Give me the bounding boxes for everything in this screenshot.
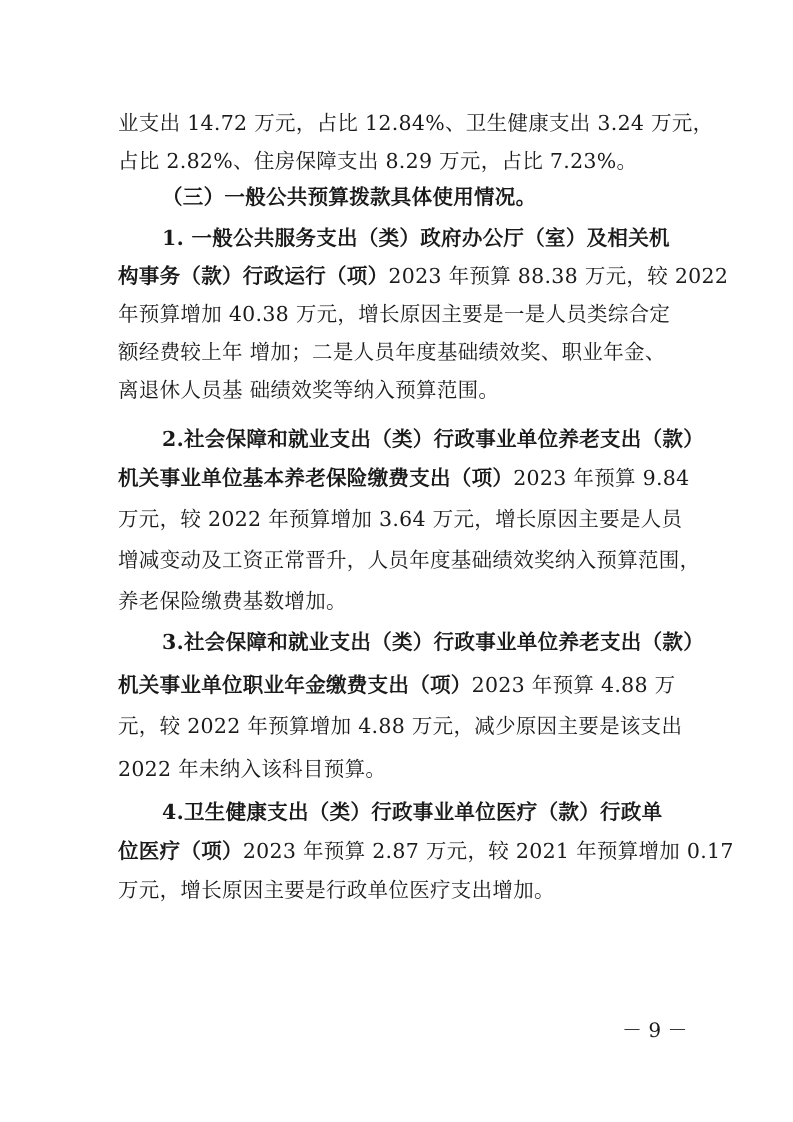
item-heading-bold: 位医疗（项）	[118, 839, 243, 863]
item-heading-bold: 机关事业单位职业年金缴费支出（项）	[118, 673, 472, 697]
item-heading-rest: 2023 年预算 88.38 万元，较 2022	[388, 264, 729, 288]
item-heading-rest: 2023 年预算 9.84	[513, 466, 690, 490]
item-heading-rest: 2023 年预算 2.87 万元，较 2021 年预算增加 0.17	[242, 839, 734, 863]
item-heading-bold: 构事务（款）行政运行（项）	[118, 264, 389, 288]
paragraph-line: 2022 年未纳入该科目预算。	[118, 757, 387, 781]
item-heading-line	[118, 837, 734, 865]
paragraph-line: 额经费较上年 增加；二是人员年度基础绩效奖、职业年金、	[118, 340, 666, 364]
item-heading-line	[118, 464, 689, 492]
paragraph-line: 业支出 14.72 万元，占比 12.84%、卫生健康支出 3.24 万元，	[118, 111, 714, 135]
item-heading-line	[118, 262, 728, 290]
paragraph-line: 年预算增加 40.38 万元，增长原因主要是一是人员类综合定	[118, 302, 671, 326]
paragraph-line: 离退休人员基 础绩效奖等纳入预算范围。	[118, 378, 500, 402]
item-heading: 4.卫生健康支出（类）行政事业单位医疗（款）行政单	[162, 800, 663, 824]
paragraph-line: 万元，增长原因主要是行政单位医疗支出增加。	[118, 878, 555, 902]
item-heading: 1. 一般公共服务支出（类）政府办公厅（室）及相关机	[162, 226, 670, 250]
paragraph-line: 增减变动及工资正常晋升，人员年度基础绩效奖纳入预算范围，	[118, 548, 701, 572]
item-heading: 3.社会保障和就业支出（类）行政事业单位养老支出（款）	[162, 630, 704, 654]
paragraph-line: 元，较 2022 年预算增加 4.88 万元，减少原因主要是该支出	[118, 714, 683, 738]
page-number: － 9 －	[622, 1018, 688, 1042]
section-heading: （三）一般公共预算拨款具体使用情况。	[162, 185, 537, 209]
paragraph-line: 万元，较 2022 年预算增加 3.64 万元，增长原因主要是人员	[118, 507, 683, 531]
item-heading: 2.社会保障和就业支出（类）行政事业单位养老支出（款）	[162, 427, 704, 451]
item-heading-rest: 2023 年预算 4.88 万	[471, 673, 676, 697]
item-heading-bold: 机关事业单位基本养老保险缴费支出（项）	[118, 466, 514, 490]
item-heading-line	[118, 671, 675, 699]
paragraph-line: 占比 2.82%、住房保障支出 8.29 万元，占比 7.23%。	[118, 149, 638, 173]
paragraph-line: 养老保险缴费基数增加。	[118, 589, 347, 613]
